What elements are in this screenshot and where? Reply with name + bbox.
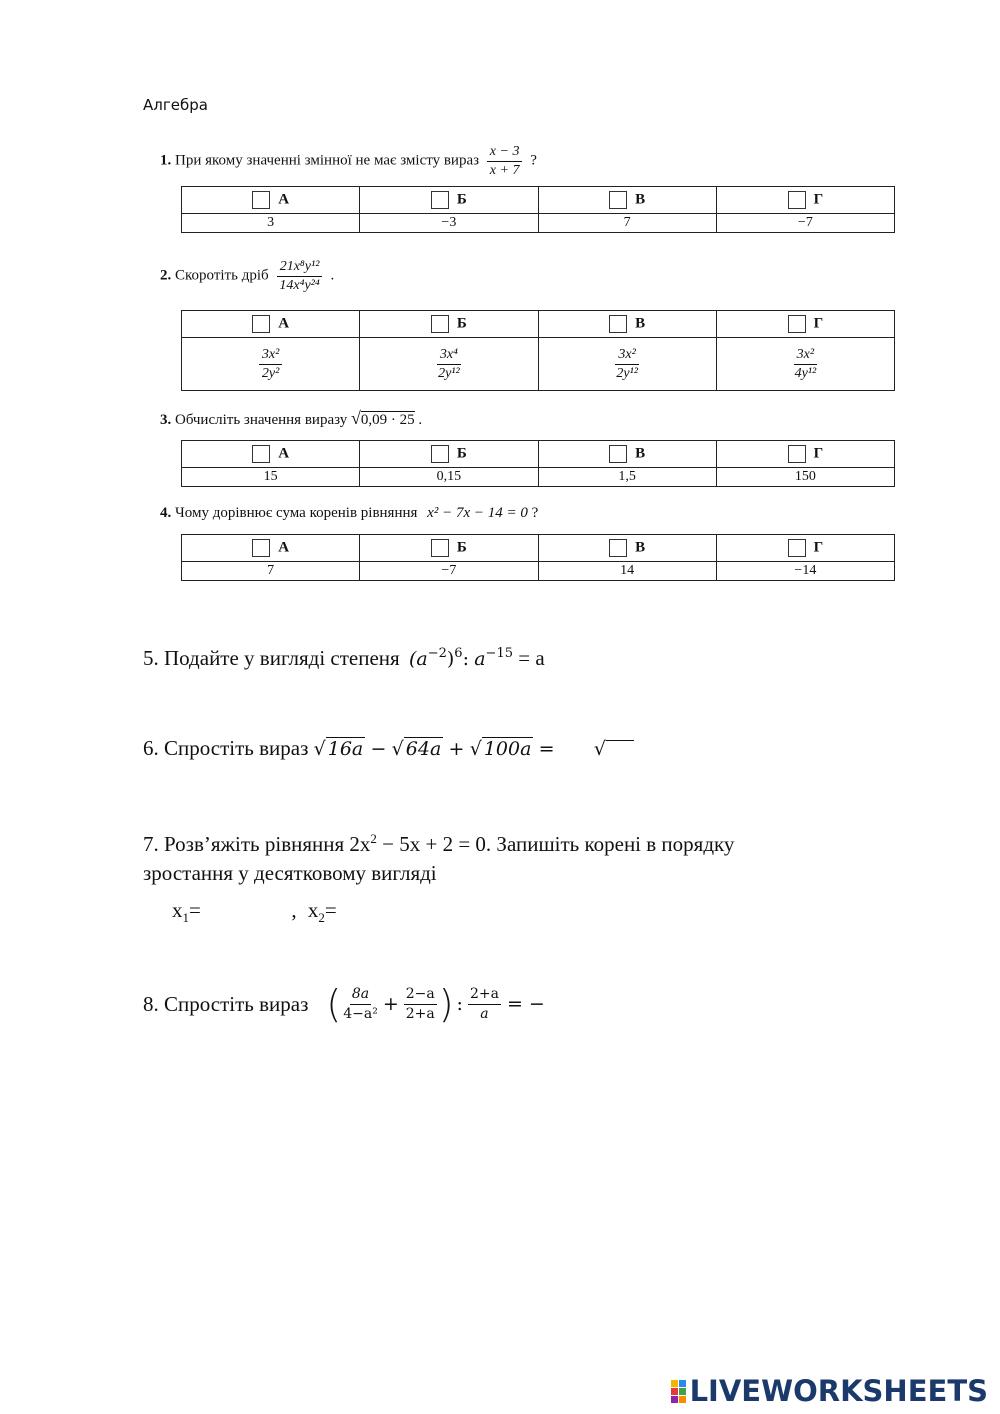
option-b-cell[interactable] <box>360 535 538 562</box>
option-a-cell[interactable] <box>182 187 360 214</box>
option-letter: А <box>278 315 290 332</box>
logo-icon <box>671 1380 686 1403</box>
exponent: 2 <box>370 831 377 846</box>
fraction-numerator: 8a <box>350 985 371 1004</box>
radicand: 0,09 · 25 <box>360 412 415 428</box>
question-4-text: Чому дорівнює сума коренів рівняння <box>175 505 418 521</box>
question-1-number: 1. <box>160 152 172 169</box>
division-colon: : <box>462 648 469 670</box>
fraction-numerator: 2−a <box>404 985 437 1004</box>
option-letter: В <box>635 539 646 556</box>
question-5-result: = a <box>518 646 545 670</box>
question-8-text: 8. Спростіть вираз <box>143 991 309 1016</box>
option-d-cell[interactable] <box>716 311 894 338</box>
option-d-cell[interactable] <box>716 535 894 562</box>
fraction-numerator: 3x² <box>259 346 282 365</box>
outer-exponent: 6 <box>454 646 463 661</box>
logo-text: LIVEWORKSHEETS <box>689 1374 988 1408</box>
sqrt-symbol: √ <box>350 408 361 428</box>
checkbox-b[interactable] <box>431 315 449 333</box>
option-a-cell[interactable] <box>182 535 360 562</box>
option-letter: В <box>635 445 646 462</box>
answer-5-input[interactable] <box>550 648 610 671</box>
option-d-cell[interactable] <box>716 187 894 214</box>
fraction-numerator: 21x⁸y¹² <box>277 258 323 277</box>
equals-sign: = <box>189 898 201 922</box>
separator-comma: , <box>291 898 297 922</box>
radicand-2: 64a <box>405 738 442 760</box>
question-4 <box>160 505 538 522</box>
checkbox-c[interactable] <box>609 539 627 557</box>
option-value: 7 <box>182 562 360 581</box>
option-b-cell[interactable] <box>360 187 538 214</box>
option-fraction-d <box>716 338 894 391</box>
option-letter: Г <box>813 191 824 208</box>
option-a-cell[interactable] <box>182 311 360 338</box>
question-3-text: Обчисліть значення виразу <box>175 412 348 428</box>
answer-6-coefficient-input[interactable] <box>560 738 594 761</box>
option-value: 15 <box>182 468 360 487</box>
option-b-cell[interactable] <box>360 311 538 338</box>
power-base: (a <box>408 648 428 670</box>
option-letter: Б <box>456 539 467 556</box>
question-7-text-b: − 5x + 2 = 0. Запишіть корені в порядку <box>376 832 735 856</box>
operator-plus: + <box>382 993 399 1015</box>
fraction-denominator: 4−a² <box>343 1005 378 1022</box>
question-5: 5. Подайте у вигляді степеня $(a^{-2})^6$: $a^{-15} = a$ <box>143 646 610 671</box>
exponent-2: −15 <box>485 646 513 661</box>
answer-table-2 <box>181 310 895 391</box>
fraction-numerator: x − 3 <box>487 143 523 162</box>
answer-table-4 <box>181 534 895 581</box>
checkbox-a[interactable] <box>252 315 270 333</box>
option-letter: Г <box>813 539 824 556</box>
checkbox-d[interactable] <box>788 191 806 209</box>
question-1 <box>160 143 537 179</box>
question-end-mark: ? <box>530 152 537 169</box>
option-letter: А <box>278 191 290 208</box>
question-2-text: Скоротіть дріб <box>175 267 269 284</box>
x1-subscript: 1 <box>182 910 189 926</box>
answer-table-3 <box>181 440 895 487</box>
question-7-line-1 <box>143 824 903 859</box>
equals-minus: = − <box>506 993 545 1015</box>
checkbox-c[interactable] <box>609 445 627 463</box>
x1-input[interactable] <box>206 900 286 923</box>
answer-table-1 <box>181 186 895 233</box>
fraction-3 <box>468 985 501 1022</box>
right-paren: ) <box>438 982 454 1026</box>
fraction-numerator: 2+a <box>468 985 501 1004</box>
checkbox-d[interactable] <box>788 445 806 463</box>
fraction-denominator: 2+a <box>405 1005 435 1022</box>
question-8 <box>143 982 605 1026</box>
option-letter: Б <box>456 445 467 462</box>
checkbox-c[interactable] <box>609 315 627 333</box>
x2-input[interactable] <box>342 900 422 923</box>
question-1-text: При якому значенні змінної не має змісту вираз <box>175 152 480 169</box>
question-4-number: 4. <box>160 505 172 521</box>
option-letter: Б <box>456 191 467 208</box>
option-letter: Г <box>813 315 824 332</box>
radicand-1: 16a <box>327 738 364 760</box>
fraction-denominator: 2y¹² <box>438 365 460 381</box>
option-letter: Б <box>456 315 467 332</box>
operator-minus: − <box>370 738 387 760</box>
page-title: Алгебра <box>143 96 208 114</box>
checkbox-a[interactable] <box>252 539 270 557</box>
fraction-denominator: 4y¹² <box>794 365 817 381</box>
checkbox-a[interactable] <box>252 191 270 209</box>
option-c-cell[interactable] <box>538 535 716 562</box>
checkbox-d[interactable] <box>788 315 806 333</box>
x1-label: x <box>172 898 183 922</box>
option-d-cell[interactable] <box>716 441 894 468</box>
equation: x² − 7x − 14 = 0 <box>427 505 528 521</box>
fraction-numerator: 3x² <box>794 346 817 365</box>
question-3 <box>160 408 422 429</box>
question-6-text: 6. Спростіть вираз <box>143 736 309 760</box>
option-fraction-c <box>538 338 716 391</box>
option-letter: А <box>278 445 290 462</box>
question-7-answers <box>172 898 422 926</box>
option-letter: В <box>635 315 646 332</box>
option-value: −14 <box>716 562 894 581</box>
fraction-denominator: a <box>480 1005 489 1022</box>
checkbox-d[interactable] <box>788 539 806 557</box>
checkbox-a[interactable] <box>252 445 270 463</box>
operator-plus: + <box>448 738 465 760</box>
option-value: 14 <box>538 562 716 581</box>
option-value: −7 <box>360 562 538 581</box>
fraction-2 <box>404 985 437 1022</box>
fraction-numerator: 3x⁴ <box>437 346 461 365</box>
x2-subscript: 2 <box>318 910 325 926</box>
fraction-numerator: 3x² <box>615 346 638 365</box>
answer-sqrt-icon: √ <box>593 738 606 760</box>
question-end-mark: . <box>418 412 423 428</box>
x2-label: x <box>307 898 319 922</box>
equals-sign: = <box>324 898 337 922</box>
question-6: 6. Спростіть вираз √ 16a − √ 64a + √ 100a = √ <box>143 736 634 761</box>
option-value: −7 <box>716 214 894 233</box>
answer-6-radicand-input[interactable] <box>606 740 634 759</box>
left-paren: ( <box>326 982 342 1026</box>
equals-sign: = <box>538 738 555 760</box>
option-b-cell[interactable] <box>360 441 538 468</box>
option-value: 150 <box>716 468 894 487</box>
option-fraction-b <box>360 338 538 391</box>
fraction-1 <box>343 985 378 1022</box>
power-base-2: a <box>474 648 486 670</box>
fraction-denominator: 2y² <box>261 365 280 381</box>
question-2 <box>160 258 334 294</box>
option-a-cell[interactable] <box>182 441 360 468</box>
option-value: 7 <box>538 214 716 233</box>
question-1-fraction <box>487 143 523 179</box>
option-c-cell[interactable] <box>538 311 716 338</box>
question-2-fraction <box>276 258 322 294</box>
question-7-line-2: зростання у десятковому вигляді <box>143 861 437 885</box>
fraction-denominator: x + 7 <box>489 162 520 178</box>
question-end-mark: ? <box>531 505 539 521</box>
checkbox-c[interactable] <box>609 191 627 209</box>
option-letter: Г <box>813 445 824 462</box>
option-letter: А <box>278 539 290 556</box>
question-2-number: 2. <box>160 267 172 284</box>
question-7 <box>143 824 903 888</box>
division-colon: : <box>456 993 463 1015</box>
radicand-3: 100a <box>483 738 532 760</box>
checkbox-b[interactable] <box>431 445 449 463</box>
option-c-cell[interactable] <box>538 187 716 214</box>
option-fraction-a <box>182 338 360 391</box>
option-value: 1,5 <box>538 468 716 487</box>
option-value: −3 <box>360 214 538 233</box>
inner-exponent: −2 <box>427 646 447 661</box>
fraction-denominator: 2y¹² <box>616 365 638 381</box>
question-end-mark: . <box>330 267 335 284</box>
option-value: 3 <box>182 214 360 233</box>
checkbox-b[interactable] <box>431 539 449 557</box>
question-7-text-a: 7. Розв’яжіть рівняння 2x <box>143 832 371 856</box>
liveworksheets-logo <box>671 1374 988 1408</box>
option-value: 0,15 <box>360 468 538 487</box>
option-letter: В <box>635 191 646 208</box>
answer-8-input[interactable] <box>545 993 605 1016</box>
question-5-text: 5. Подайте у вигляді степеня <box>143 646 400 670</box>
option-c-cell[interactable] <box>538 441 716 468</box>
checkbox-b[interactable] <box>431 191 449 209</box>
question-3-number: 3. <box>160 412 172 428</box>
fraction-denominator: 14x⁴y²⁴ <box>279 277 320 293</box>
